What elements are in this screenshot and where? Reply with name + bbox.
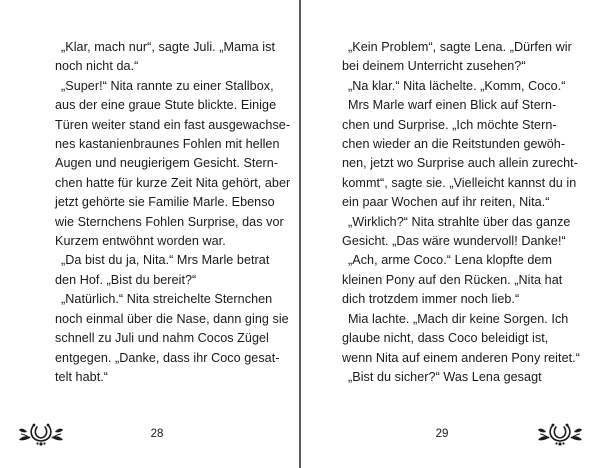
text-line: kommt“, sagte sie. „Vielleicht kannst du in	[342, 175, 577, 190]
horseshoe-with-leaves-icon	[537, 418, 583, 448]
text-line: bei deinem Unterricht zusehen?“	[342, 59, 526, 74]
text-line: noch nicht da.“	[55, 59, 139, 74]
text-line: kleinen Pony auf den Rücken. „Nita hat	[342, 272, 563, 287]
text-line: chen hatte für kurze Zeit Nita gehört, aber	[55, 175, 291, 190]
text-line: nen, jetzt wo Surprise auch allein zurecht-	[342, 156, 578, 171]
horseshoe-with-leaves-icon	[18, 418, 64, 448]
text-line: jetzt gehörte sie Familie Marle. Ebenso	[55, 195, 275, 210]
text-line: nes kastanienbraunes Fohlen mit hellen	[55, 137, 280, 152]
text-line: „Natürlich.“ Nita streichelte Sternchen	[61, 292, 273, 307]
text-line: den Hof. „Bist du bereit?“	[55, 272, 197, 287]
page-number: 29	[435, 428, 449, 440]
text-line: dich trotzdem immer noch lieb.“	[342, 292, 520, 307]
text-line: chen wieder an die Reitstunden gewöh-	[342, 137, 566, 152]
text-line: „Bist du sicher?“ Was Lena gesagt	[348, 369, 542, 384]
text-line: „Da bist du ja, Nita.“ Mrs Marle betrat	[61, 253, 270, 268]
text-line: „Wirklich?“ Nita strahlte über das ganze	[348, 214, 571, 229]
text-line: Mrs Marle warf einen Blick auf Stern-	[348, 98, 557, 113]
text-line: Mia lachte. „Mach dir keine Sorgen. Ich	[348, 311, 569, 326]
right-page-text	[342, 38, 580, 387]
text-line: „Kein Problem“, sagte Lena. „Dürfen wir	[348, 40, 572, 54]
text-line: „Klar, mach nur“, sagte Juli. „Mama ist	[61, 40, 276, 54]
left-page	[0, 0, 299, 468]
text-line: schnell zu Juli und nahm Cocos Zügel	[55, 331, 269, 346]
text-line: Türen weiter stand ein fast ausgewachse-	[55, 117, 291, 132]
text-line: chen und Surprise. „Ich möchte Stern-	[342, 117, 557, 132]
text-line: noch einmal über die Nase, dann ging sie	[55, 311, 289, 326]
text-line: glaube nicht, dass Coco beleidigt ist,	[342, 331, 549, 346]
text-line: „Ach, arme Coco.“ Lena klopfte dem	[348, 253, 552, 268]
text-line: wenn Nita auf einem anderen Pony reitet.“	[342, 350, 580, 365]
text-line: Kurzem entwöhnt worden war.	[55, 234, 226, 249]
text-line: telt habt.“	[55, 369, 109, 384]
left-page-text	[55, 38, 291, 387]
right-page	[301, 0, 600, 468]
text-line: „Super!“ Nita rannte zu einer Stallbox,	[61, 78, 274, 93]
text-line: aus der eine graue Stute blickte. Einige	[55, 98, 277, 113]
page-number: 28	[150, 428, 164, 440]
text-line: ein paar Wochen auf ihr reiten, Nita.“	[342, 195, 550, 210]
text-line: „Na klar.“ Nita lächelte. „Komm, Coco.“	[348, 78, 566, 93]
text-line: Augen und neugierigem Gesicht. Stern-	[55, 156, 279, 171]
text-line: wie Sternchens Fohlen Surprise, das vor	[55, 214, 284, 229]
text-line: entgegen. „Danke, dass ihr Coco gesat-	[55, 350, 280, 365]
text-line: Gesicht. „Das wäre wundervoll! Danke!“	[342, 234, 566, 249]
